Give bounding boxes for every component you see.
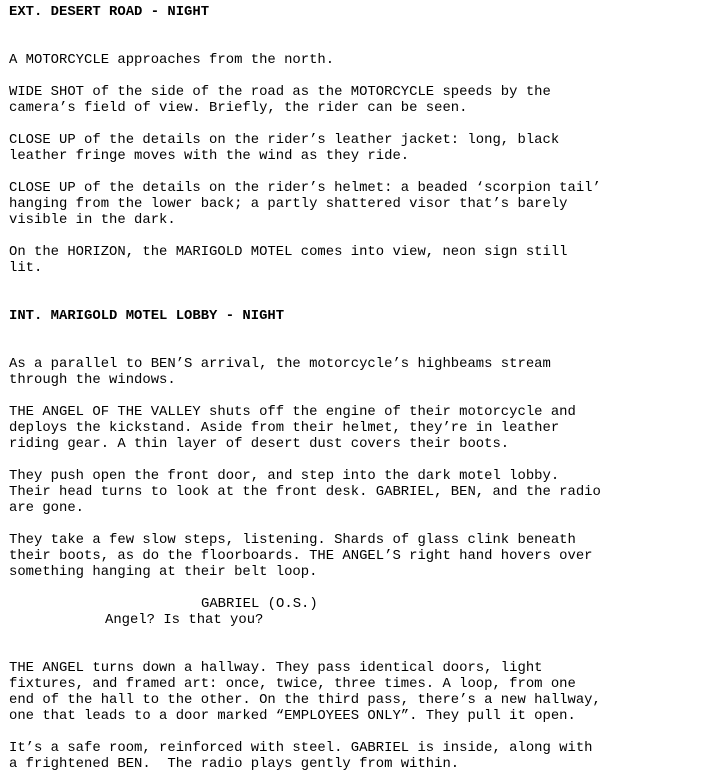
action-line: CLOSE UP of the details on the rider’s leather jacket: long, black — [9, 132, 560, 148]
action-line: THE ANGEL OF THE VALLEY shuts off the engine of their motorcycle and — [9, 404, 576, 420]
action-line: Their head turns to look at the front desk. GABRIEL, BEN, and the radio — [9, 484, 601, 500]
action-line: A MOTORCYCLE approaches from the north. — [9, 52, 335, 68]
action-line: their boots, as do the floorboards. THE ANGEL’S right hand hovers over — [9, 548, 593, 564]
dialogue-line: Angel? Is that you? — [105, 612, 264, 628]
action-line: CLOSE UP of the details on the rider’s helmet: a beaded ‘scorpion tail’ — [9, 180, 601, 196]
action-line: something hanging at their belt loop. — [9, 564, 318, 580]
action-line: WIDE SHOT of the side of the road as the MOTORCYCLE speeds by the — [9, 84, 551, 100]
action-line: They push open the front door, and step into the dark motel lobby. — [9, 468, 560, 484]
action-line: are gone. — [9, 500, 85, 516]
action-line: leather fringe moves with the wind as they ride. — [9, 148, 410, 164]
action-line: They take a few slow steps, listening. Shards of glass clink beneath — [9, 532, 576, 548]
action-line: visible in the dark. — [9, 212, 176, 228]
action-line: As a parallel to BEN’S arrival, the motorcycle’s highbeams stream — [9, 356, 551, 372]
action-line: riding gear. A thin layer of desert dust covers their boots. — [9, 436, 510, 452]
action-line: On the HORIZON, the MARIGOLD MOTEL comes into view, neon sign still — [9, 244, 568, 260]
scene-heading: INT. MARIGOLD MOTEL LOBBY - NIGHT — [9, 308, 285, 324]
character-cue: GABRIEL (O.S.) — [201, 596, 318, 612]
action-line: It’s a safe room, reinforced with steel. GABRIEL is inside, along with — [9, 740, 593, 756]
action-line: one that leads to a door marked “EMPLOYEES ONLY”. They pull it open. — [9, 708, 576, 724]
action-line: through the windows. — [9, 372, 176, 388]
action-line: lit. — [9, 260, 43, 276]
action-line: fixtures, and framed art: once, twice, three times. A loop, from one — [9, 676, 576, 692]
action-line: deploys the kickstand. Aside from their helmet, they’re in leather — [9, 420, 560, 436]
action-line: a frightened BEN. The radio plays gently from within. — [9, 756, 460, 772]
action-line: THE ANGEL turns down a hallway. They pass identical doors, light — [9, 660, 543, 676]
action-line: end of the hall to the other. On the third pass, there’s a new hallway, — [9, 692, 601, 708]
scene-heading: EXT. DESERT ROAD - NIGHT — [9, 4, 210, 20]
action-line: camera’s field of view. Briefly, the rider can be seen. — [9, 100, 468, 116]
action-line: hanging from the lower back; a partly shattered visor that’s barely — [9, 196, 568, 212]
